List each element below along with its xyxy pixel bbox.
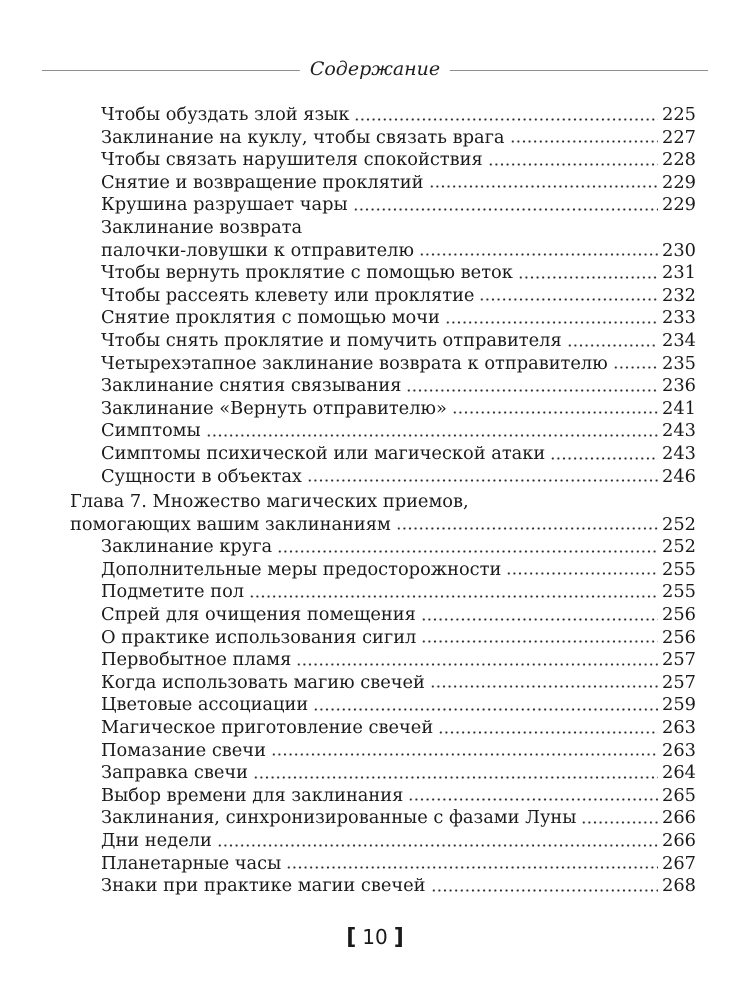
toc-entry-page: 227: [662, 126, 696, 148]
toc-entry: [70, 536, 696, 559]
dot-leader: [249, 594, 658, 599]
toc-entry-title: Чтобы обуздать злой язык: [101, 104, 350, 125]
page-footer: [0, 924, 750, 951]
left-bracket: [: [346, 925, 357, 950]
toc-entry-page: 243: [662, 420, 696, 442]
toc-entry-page: 234: [662, 329, 696, 351]
toc-entry-title: Планетарные часы: [101, 852, 282, 874]
toc-entry-title: Заклинание снятия связывания: [101, 375, 402, 397]
dot-leader: [206, 433, 658, 438]
toc-entry: [70, 830, 696, 853]
toc-entry-title: Заклинание на куклу, чтобы связать врага: [101, 126, 505, 148]
toc-entry-page: 256: [662, 626, 696, 648]
header-title: Содержание: [300, 52, 450, 86]
toc-entry-page: 225: [662, 104, 696, 125]
toc-entry-title: палочки-ловушки к отправителю: [101, 239, 414, 261]
toc-entry-title: Подметите пол: [101, 581, 245, 603]
dot-leader: [430, 684, 658, 689]
toc-entry-title: Первобытное пламя: [101, 649, 292, 671]
toc-entry-title: Заправка свечи: [101, 762, 248, 784]
toc-entry: [70, 785, 696, 808]
toc-entry-title: Когда использовать магию свечей: [101, 671, 425, 693]
toc-entry: [70, 694, 696, 717]
dot-leader: [307, 478, 658, 483]
toc-entry: [70, 194, 696, 217]
toc-entry-title: Снятие проклятия с помощью мочи: [101, 307, 440, 329]
toc-entry: [70, 443, 696, 466]
toc-entry-page: 241: [662, 397, 696, 419]
toc-entry-title: Помазание свечи: [101, 739, 266, 761]
chapter-entry: [70, 514, 696, 537]
toc-entry: [70, 172, 696, 195]
toc-entry-page: 233: [662, 307, 696, 329]
toc-entry-page: 268: [662, 875, 696, 897]
toc-entry: [70, 853, 696, 876]
toc-entry-page: 257: [662, 671, 696, 693]
toc-entry-title-line: Заклинание возврата: [101, 216, 303, 238]
dot-leader: [613, 365, 658, 370]
dot-leader: [253, 775, 658, 780]
toc-entry-page: 255: [662, 558, 696, 580]
toc-entry-page: 231: [662, 262, 696, 284]
toc-entry: [70, 240, 696, 263]
toc-entry-title: Цветовые ассоциации: [101, 694, 309, 716]
dot-leader: [445, 320, 658, 325]
dot-leader: [271, 752, 658, 757]
toc-entry-page: 267: [662, 852, 696, 874]
toc-entry-page: 228: [662, 149, 696, 171]
toc-entry-page: 229: [662, 171, 696, 193]
toc-entry-title: Чтобы снять проклятие и помучить отправителя: [101, 329, 562, 351]
toc-entry-title: Спрей для очищения помещения: [101, 604, 416, 626]
toc-entry: [70, 375, 696, 398]
dot-leader: [550, 456, 658, 461]
toc-entry-page: 263: [662, 739, 696, 761]
chapter-title: помогающих вашим заклинаниям: [70, 513, 391, 535]
toc-entry-title: Дни недели: [101, 830, 212, 851]
toc-entry-title: Чтобы вернуть проклятие с помощью веток: [101, 262, 513, 284]
toc-entry-title: Выбор времени для заклинания: [101, 784, 404, 806]
toc-entry-page: 255: [662, 581, 696, 603]
toc-entry-title: Знаки при практике магии свечей: [101, 875, 426, 897]
toc-entry: [70, 807, 696, 830]
toc-entry: [70, 762, 696, 785]
dot-leader: [510, 139, 659, 144]
dot-leader: [479, 297, 658, 302]
dot-leader: [353, 207, 658, 212]
toc-entry: [70, 262, 696, 285]
dot-leader: [286, 865, 658, 870]
table-of-contents: [70, 104, 696, 898]
toc-entry: [70, 581, 696, 604]
toc-entry-page: 232: [662, 284, 696, 306]
toc-entry-title: Заклинание «Вернуть отправителю»: [101, 397, 447, 419]
dot-leader: [217, 843, 658, 848]
dot-leader: [431, 888, 659, 893]
toc-entry-title: Симптомы психической или магической атаки: [101, 442, 546, 464]
toc-entry-page: 256: [662, 604, 696, 626]
toc-entry-page: 229: [662, 194, 696, 216]
dot-leader: [296, 662, 658, 667]
toc-entry-page: 236: [662, 375, 696, 397]
toc-entry: [70, 604, 696, 627]
dot-leader: [406, 388, 658, 393]
toc-entry-title: Заклинание круга: [101, 536, 273, 558]
dot-leader: [581, 820, 658, 825]
dot-leader: [421, 639, 658, 644]
toc-entry: [70, 330, 696, 353]
dot-leader: [277, 549, 658, 554]
toc-entry-page: 263: [662, 717, 696, 739]
toc-entry-title: Снятие и возвращение проклятий: [101, 171, 424, 193]
toc-entry: [70, 149, 696, 172]
toc-entry-title: Магическое приготовление свечей: [101, 717, 434, 739]
toc-entry: [70, 875, 696, 898]
chapter-title-line: Глава 7. Множество магических приемов,: [70, 491, 469, 513]
chapter-page: 252: [662, 513, 696, 535]
toc-entry: [70, 740, 696, 763]
dot-leader: [518, 275, 658, 280]
running-header: [42, 52, 708, 86]
toc-entry: [70, 627, 696, 650]
toc-entry-title: Чтобы связать нарушителя спокойствия: [101, 149, 483, 171]
dot-leader: [506, 571, 658, 576]
dot-leader: [488, 162, 658, 167]
toc-entry: [70, 649, 696, 672]
toc-entry: [70, 307, 696, 330]
toc-entry-page: 266: [662, 807, 696, 829]
toc-entry: [70, 398, 696, 421]
toc-entry-page: 264: [662, 762, 696, 784]
toc-entry-page: 252: [662, 536, 696, 558]
dot-leader: [396, 526, 658, 531]
toc-entry-title: Дополнительные меры предосторожности: [101, 558, 502, 580]
toc-entry-title: Симптомы: [101, 420, 201, 442]
dot-leader: [313, 707, 658, 712]
toc-entry: [70, 672, 696, 695]
toc-entry-page: 230: [662, 239, 696, 261]
toc-entry: [70, 420, 696, 443]
right-bracket: ]: [393, 925, 404, 950]
toc-entry-page: 266: [662, 830, 696, 851]
toc-entry: [70, 353, 696, 376]
dot-leader: [567, 343, 658, 348]
dot-leader: [438, 730, 658, 735]
toc-entry-page: 235: [662, 352, 696, 374]
toc-entry: [70, 127, 696, 150]
page-number: 10: [362, 925, 388, 949]
toc-entry-page: 265: [662, 784, 696, 806]
toc-entry-page: 246: [662, 465, 696, 487]
dot-leader: [452, 410, 658, 415]
dot-leader: [429, 184, 659, 189]
toc-entry: [70, 285, 696, 308]
toc-entry-title: Четырехэтапное заклинание возврата к отправителю: [101, 352, 608, 374]
toc-entry: [70, 466, 696, 489]
toc-entry-title: Сущности в объектах: [101, 465, 302, 487]
dot-leader: [408, 797, 658, 802]
toc-entry: [70, 559, 696, 582]
toc-entry-page: 257: [662, 649, 696, 671]
toc-entry-title: Заклинания, синхронизированные с фазами Луны: [101, 807, 577, 829]
dot-leader: [419, 252, 658, 257]
toc-entry: [70, 717, 696, 740]
dot-leader: [421, 617, 658, 622]
toc-entry-title: О практике использования сигил: [101, 626, 417, 648]
toc-entry-title: Чтобы рассеять клевету или проклятие: [101, 284, 475, 306]
toc-entry: [70, 104, 696, 127]
toc-entry-title: Крушина разрушает чары: [101, 194, 348, 216]
toc-entry-page: 243: [662, 442, 696, 464]
toc-entry-page: 259: [662, 694, 696, 716]
dot-leader: [354, 117, 658, 122]
